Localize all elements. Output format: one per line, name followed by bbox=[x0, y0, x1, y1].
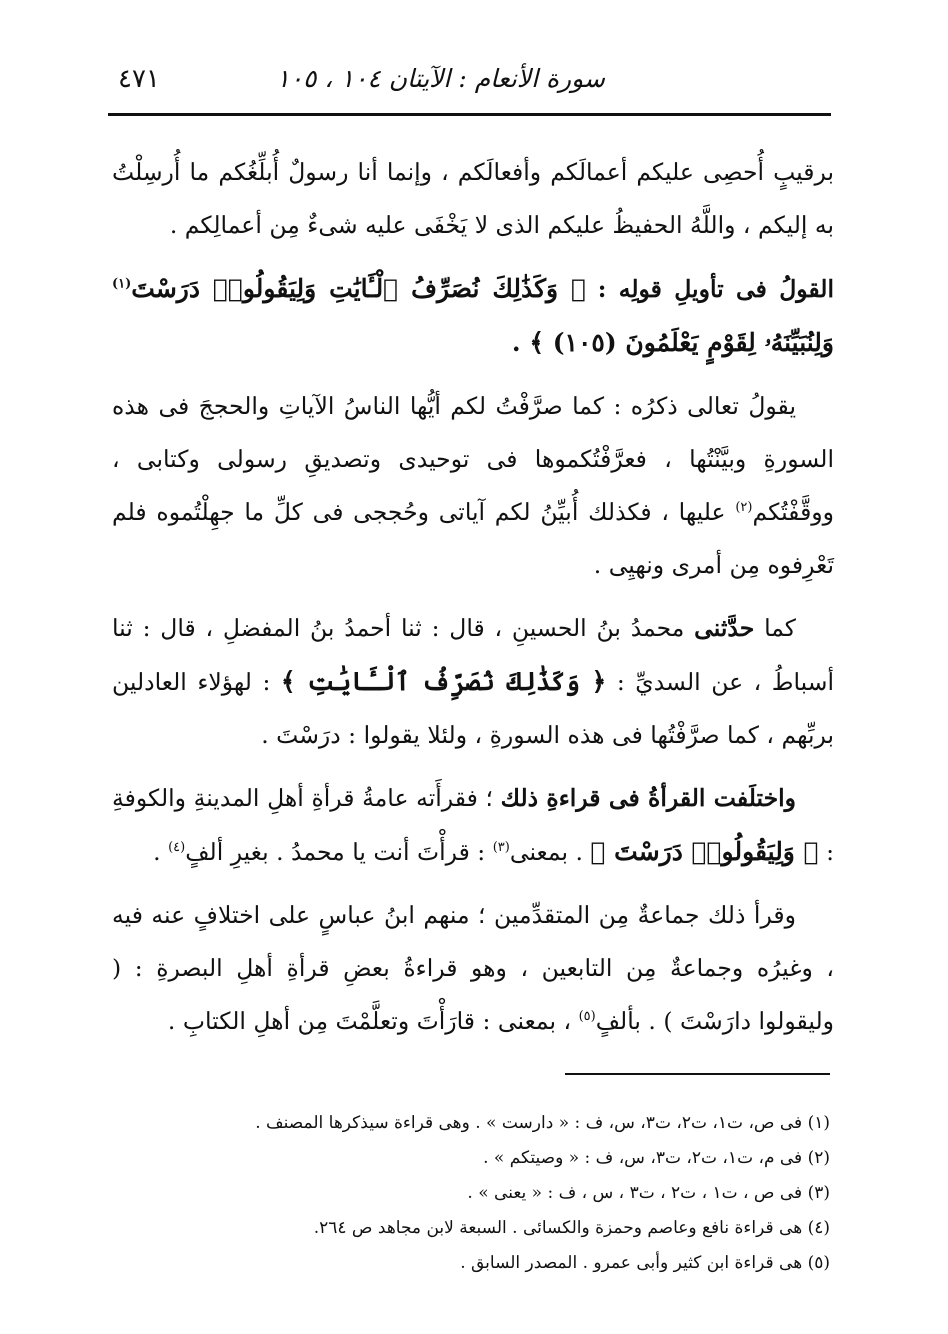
paragraph-4: كما حدَّثنى محمدُ بنُ الحسينِ ، قال : ثنا أحمدُ بنُ المفضلِ ، قال : ثنا أسباطُ ، عن السديِّ : ﴿ وَكَذَٰلِكَ نُصَرِّفُ ٱلْـَٔايَٰتِ ﴾ : لهؤلاء العادلين بربِّهم ، كما صرَّفْتُها فى هذه السورةِ ، ولئلا يقولوا : درَسْتَ . bbox=[112, 614, 834, 749]
footnote-2: (٢) فى م، ت١، ت٢، ت٣، س، ف : « وصيتكم » . bbox=[483, 1148, 830, 1168]
footnote-ref: (٥) bbox=[578, 1009, 596, 1025]
paragraph-6: وقرأ ذلك جماعةٌ مِن المتقدِّمين ؛ منهم ابنُ عباسٍ على اختلافٍ عنه فيه ، وغيرُه وجماعةٌ مِن التابعين ، وهو قراءةُ بعضِ قرأةِ أهلِ البصرةِ : ( وليقولوا دارَسْتَ ) . بألفٍ$^{(٥)}$ ، بمعنى : قارَأْتَ وتعلَّمْتَ مِن أهلِ الكتابِ . bbox=[112, 901, 834, 1035]
footnotes bbox=[110, 1106, 830, 1281]
footnote-ref: (٣) bbox=[492, 840, 510, 856]
footnote-ref: (١) bbox=[112, 276, 132, 292]
footnote-separator bbox=[565, 1073, 830, 1075]
quran-quote: ﴿ وَلِيَقُولُوا۟ دَرَسْتَ ﴾ bbox=[590, 837, 819, 866]
section-heading: واختلَفت القرأةُ فى قراءةِ ذلك bbox=[500, 784, 796, 812]
ayah-number: (١٠٥) bbox=[552, 328, 617, 357]
paragraph-5: واختلَفت القرأةُ فى قراءةِ ذلك ؛ فقرأَته عامةُ قرأةِ أهلِ المدينةِ والكوفةِ : ﴿ وَلِيَقُولُوا۟ دَرَسْتَ ﴾ . بمعنى$^{(٣)}$ : قرأْتَ أنت يا محمدُ . بغيرِ ألفٍ$^{(٤)}$ . bbox=[112, 784, 834, 866]
running-title: سورة الأنعام : الآيتان ١٠٤ ، ١٠٥ bbox=[276, 64, 605, 93]
isnad-keyword: حدَّثنى bbox=[694, 614, 755, 642]
running-header bbox=[108, 60, 830, 106]
footnote-4: (٤) هى قراءة نافع وعاصم وحمزة والكسائى . السبعة لابن مجاهد ص ٢٦٤. bbox=[313, 1218, 830, 1238]
page-number: ٤٧١ bbox=[118, 64, 160, 94]
main-text bbox=[112, 146, 834, 1058]
paragraph-2 bbox=[112, 262, 834, 370]
footnote-5: (٥) هى قراءة ابن كثير وأبى عمرو . المصدر السابق . bbox=[460, 1253, 830, 1273]
section-heading: القولُ فى تأويلِ قولِه : bbox=[597, 275, 834, 303]
footnote-1: (١) فى ص، ت١، ت٢، ت٣، س، ف : « دارست » . وهى قراءة سيذكرها المصنف . bbox=[255, 1113, 830, 1133]
footnote-ref: (٢) bbox=[735, 500, 753, 516]
paragraph-1: برقيبٍ أُحصِى عليكم أعمالَكم وأفعالَكم ، وإنما أنا رسولٌ أُبلِّغُكم ما أُرسِلْتُ به إليكم ، واللَّهُ الحفيظُ عليكم الذى لا يَخْفَى عليه شىءٌ مِن أعمالِكم . bbox=[112, 158, 834, 239]
quran-quote: ﴿ وَكَذَٰلِكَ نُصَرِّفُ ٱلْـَٔايَٰتِ وَلِيَقُولُوا۟ دَرَسْتَ$^{(١)}$ وَلِنُبَيِّنَهُۥ لِقَوْمٍ يَعْلَمُونَ (١٠٥) ﴾ . bbox=[112, 274, 834, 357]
header-rule bbox=[108, 113, 831, 116]
footnote-3: (٣) فى ص ، ت١ ، ت٢ ، ت٣ ، س ، ف : « يعنى » . bbox=[467, 1183, 830, 1203]
quran-quote: ﴿ وَكَذَٰلِكَ نُصَرِّفُ ٱلْـَٔايَٰتِ ﴾ bbox=[280, 667, 607, 696]
footnote-ref: (٤) bbox=[168, 840, 186, 856]
paragraph-3: يقولُ تعالى ذكرُه : كما صرَّفْتُ لكم أيُّها الناسُ الآياتِ والحججَ فى هذه السورةِ وبيَّنْتُها ، فعرَّفْتُكموها فى توحيدى وتصديقِ رسولى وكتابى ، ووقَّفْتُكم$^{(٢)}$ عليها ، فكذلك أُبيِّنُ لكم آياتى وحُججى فى كلِّ ما جهِلْتُموه فلم تَعْرِفوه مِن أمرى ونهيِى . bbox=[112, 392, 834, 579]
